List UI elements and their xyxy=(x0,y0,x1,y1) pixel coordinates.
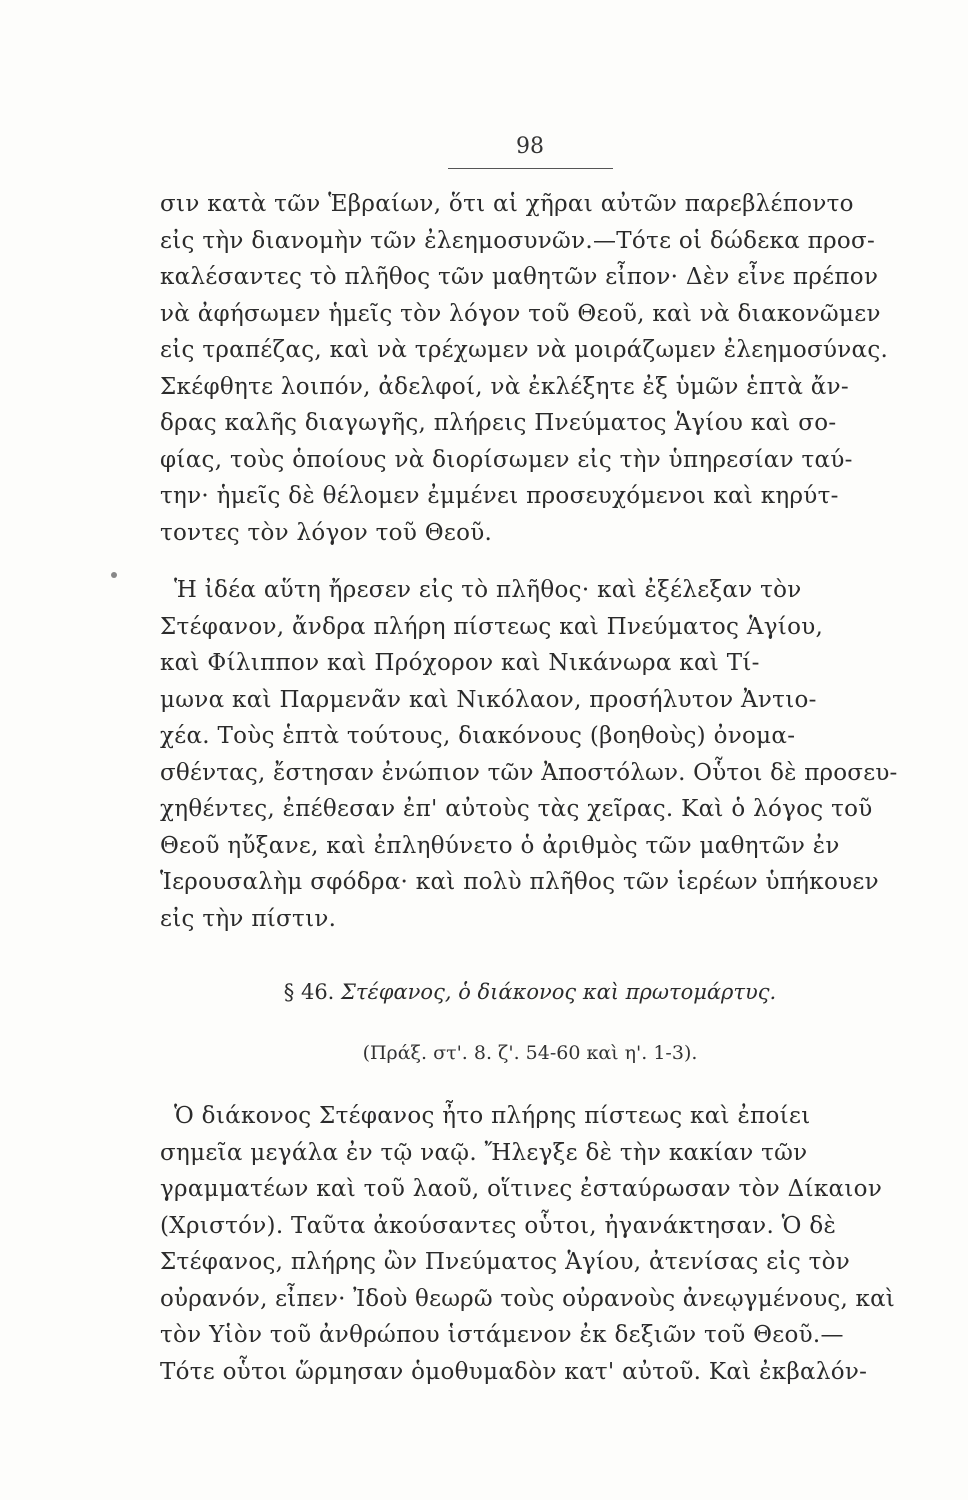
text-line: Στέφανος, πλήρης ὢν Πνεύματος Ἁγίου, ἀτενίσας εἰς τὸν xyxy=(160,1249,851,1275)
ink-speck xyxy=(111,572,117,578)
text-line: Σκέφθητε λοιπόν, ἀδελφοί, νὰ ἐκλέξητε ἐξ ὑμῶν ἑπτὰ ἄν- xyxy=(160,373,849,400)
text-line: καλέσαντες τὸ πλῆθος τῶν μαθητῶν εἶπον· Δὲν εἶνε πρέπον xyxy=(160,264,879,290)
paragraph-1 xyxy=(160,186,900,551)
text-line: τὸν Υἱὸν τοῦ ἀνθρώπου ἱστάμενον ἐκ δεξιῶν τοῦ Θεοῦ.— xyxy=(160,1322,844,1348)
text-line: Ἱερουσαλὴμ σφόδρα· καὶ πολὺ πλῆθος τῶν ἱερέων ὑπήκουεν xyxy=(160,869,879,895)
section-heading xyxy=(160,980,900,1004)
section-title: Στέφανος, ὁ διάκονος καὶ πρωτομάρτυς. xyxy=(341,980,777,1004)
page-number: 98 xyxy=(516,134,544,159)
text-line: νὰ ἀφήσωμεν ἡμεῖς τὸν λόγον τοῦ Θεοῦ, καὶ νὰ διακονῶμεν xyxy=(160,300,881,327)
text-line: Στέφανον, ἄνδρα πλήρη πίστεως καὶ Πνεύματος Ἁγίου, xyxy=(160,613,824,640)
paragraph-3 xyxy=(160,1098,900,1390)
text-line: εἰς τὴν διανομὴν τῶν ἐλεημοσυνῶν.—Τότε οἱ δώδεκα προσ- xyxy=(160,227,876,254)
header-rule xyxy=(448,168,613,169)
text-line: Θεοῦ ηὔξανε, καὶ ἐπληθύνετο ὁ ἀριθμὸς τῶν μαθητῶν ἐν xyxy=(160,832,840,859)
text-line: γραμματέων καὶ τοῦ λαοῦ, οἵτινες ἐσταύρωσαν τὸν Δίκαιον xyxy=(160,1176,883,1202)
text-line: χηθέντες, ἐπέθεσαν ἐπ' αὐτοὺς τὰς χεῖρας. Καὶ ὁ λόγος τοῦ xyxy=(160,796,873,822)
text-line: σημεῖα μεγάλα ἐν τῷ ναῷ. Ἤλεγξε δὲ τὴν κακίαν τῶν xyxy=(160,1139,808,1166)
paragraph-2 xyxy=(160,572,900,937)
text-line: Ἡ ἰδέα αὕτη ἤρεσεν εἰς τὸ πλῆθος· καὶ ἐξέλεξαν τὸν xyxy=(174,577,802,603)
text-line: σιν κατὰ τῶν Ἑβραίων, ὅτι αἱ χῆραι αὐτῶν παρεβλέποντο xyxy=(160,191,854,217)
text-line: (Χριστόν). Ταῦτα ἀκούσαντες οὗτοι, ἠγανάκτησαν. Ὁ δὲ xyxy=(160,1212,837,1239)
text-line: δρας καλῆς διαγωγῆς, πλήρεις Πνεύματος Ἁγίου καὶ σο- xyxy=(160,410,837,436)
text-line: φίας, τοὺς ὁποίους νὰ διορίσωμεν εἰς τὴν ὑπηρεσίαν ταύ- xyxy=(160,446,853,473)
text-line: μωνα καὶ Παρμενᾶν καὶ Νικόλαον, προσήλυτον Ἀντιο- xyxy=(160,686,817,713)
text-line: Ὁ διάκονος Στέφανος ἦτο πλήρης πίστεως καὶ ἐποίει xyxy=(174,1103,811,1129)
text-line: καὶ Φίλιππον καὶ Πρόχορον καὶ Νικάνωρα καὶ Τί- xyxy=(160,650,760,676)
text-line: Τότε οὗτοι ὥρμησαν ὁμοθυμαδὸν κατ' αὐτοῦ. Καὶ ἐκβαλόν- xyxy=(160,1358,868,1385)
text-line: εἰς τὴν πίστιν. xyxy=(160,905,337,932)
text-line: χέα. Τοὺς ἑπτὰ τούτους, διακόνους (βοηθοὺς) ὀνομα- xyxy=(160,723,796,749)
text-line: σθέντας, ἔστησαν ἐνώπιον τῶν Ἀποστόλων. Οὗτοι δὲ προσευ- xyxy=(160,759,898,786)
text-line: την· ἡμεῖς δὲ θέλομεν ἐμμένει προσευχόμενοι καὶ κηρύτ- xyxy=(160,483,839,509)
text-line: οὐρανόν, εἶπεν· Ἰδοὺ θεωρῶ τοὺς οὐρανοὺς ἀνεῳγμένους, καὶ xyxy=(160,1285,896,1312)
scripture-reference: (Πράξ. στ'. 8. ζ'. 54-60 καὶ η'. 1-3). xyxy=(362,1042,698,1064)
text-line: τοντες τὸν λόγον τοῦ Θεοῦ. xyxy=(160,519,493,546)
section-number: § 46. xyxy=(283,980,335,1004)
text-line: εἰς τραπέζας, καὶ νὰ τρέχωμεν νὰ μοιράζωμεν ἐλεημοσύνας. xyxy=(160,337,889,363)
